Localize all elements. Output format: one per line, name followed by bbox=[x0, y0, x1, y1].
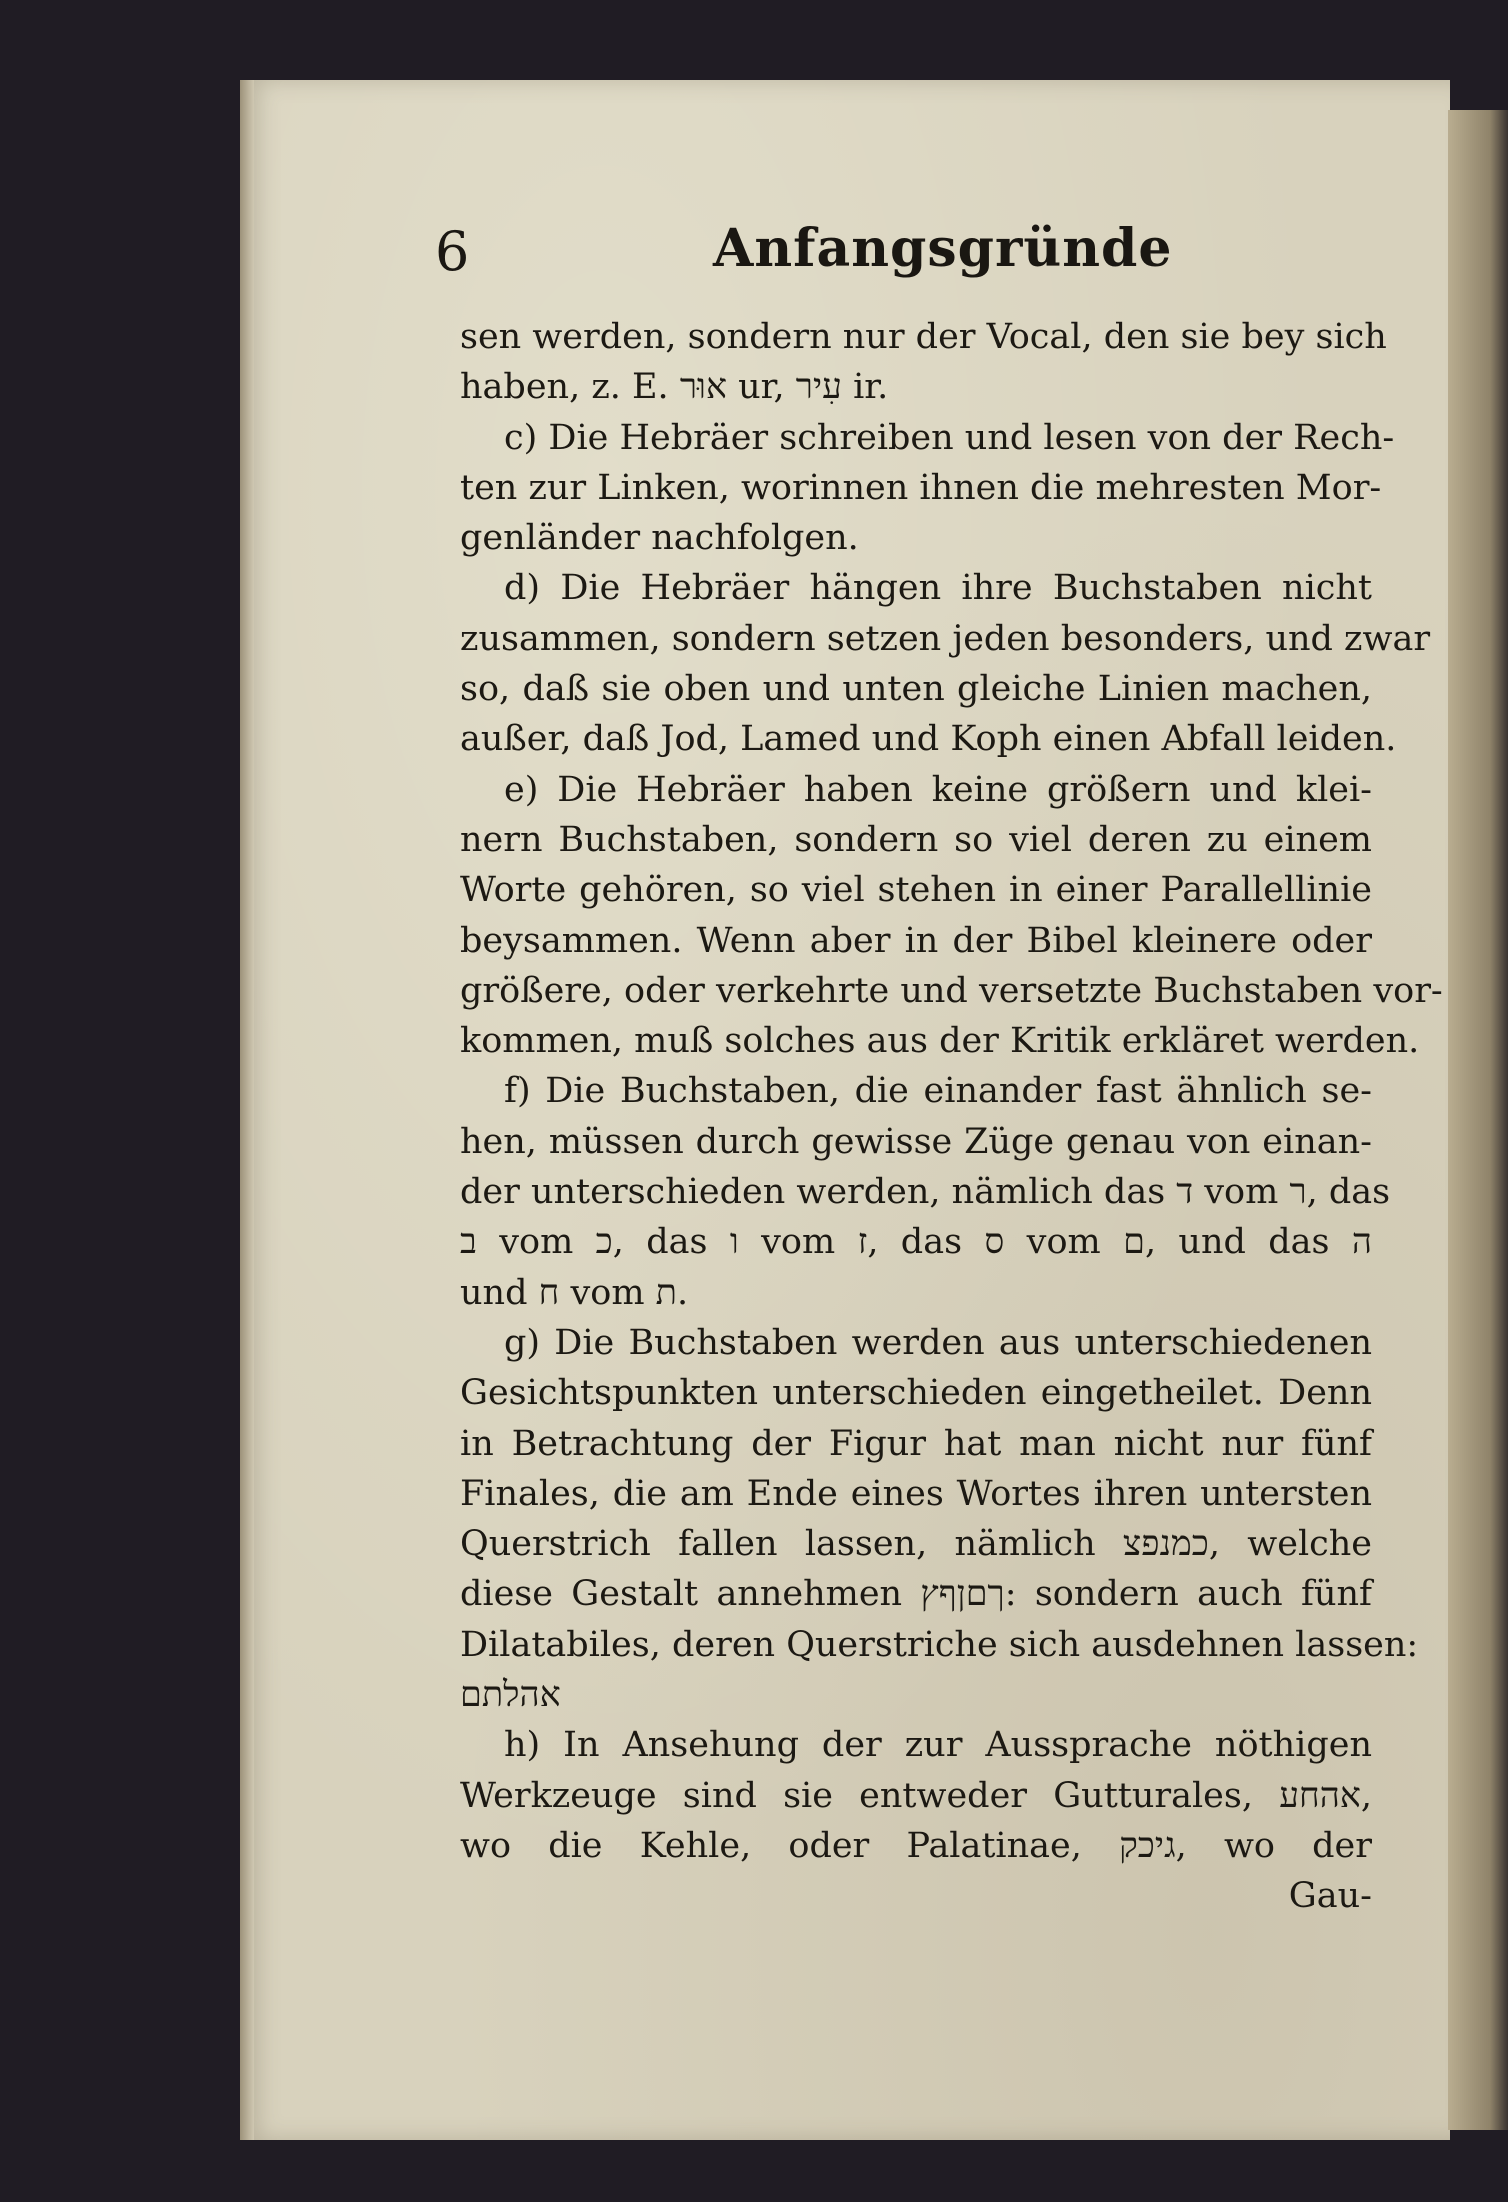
text-line: nern Buchstaben, sondern so viel deren zu einem bbox=[460, 819, 1372, 860]
text-line: und ח vom ת. bbox=[460, 1272, 689, 1313]
text-line: Finales, die am Ende eines Wortes ihren untersten bbox=[460, 1473, 1372, 1514]
text-line: kommen, muß solches aus der Kritik erkläret werden. bbox=[460, 1021, 1420, 1062]
text-line: größere, oder verkehrte und versetzte Buchstaben vor- bbox=[460, 970, 1443, 1011]
text-line: h) In Ansehung der zur Aussprache nöthigen bbox=[504, 1725, 1372, 1766]
text-line: Dilatabiles, deren Querstriche sich ausdehnen lassen: bbox=[460, 1624, 1419, 1665]
text-line: Werkzeuge sind sie entweder Gutturales, אהחע, bbox=[460, 1775, 1372, 1816]
running-title: Anfangsgründe bbox=[713, 218, 1173, 279]
text-line: haben, z. E. אוּר ur, עִיר ir. bbox=[460, 367, 889, 408]
page-gutter bbox=[240, 80, 254, 2140]
text-line: g) Die Buchstaben werden aus unterschiedenen bbox=[504, 1322, 1372, 1363]
text-line: hen, müssen durch gewisse Züge genau von einan- bbox=[460, 1121, 1372, 1162]
text-line: ten zur Linken, worinnen ihnen die mehresten Mor- bbox=[460, 467, 1382, 508]
text-line: in Betrachtung der Figur hat man nicht nur fünf bbox=[460, 1423, 1372, 1464]
text-line: der unterschieden werden, nämlich das ד vom ר, das bbox=[460, 1172, 1391, 1213]
text-line: genländer nachfolgen. bbox=[460, 518, 859, 559]
text-line: sen werden, sondern nur der Vocal, den sie bey sich bbox=[460, 317, 1387, 357]
text-line: c) Die Hebräer schreiben und lesen von der Rech- bbox=[504, 417, 1395, 458]
text-line: beysammen. Wenn aber in der Bibel kleinere oder bbox=[460, 920, 1372, 961]
text-line: d) Die Hebräer hängen ihre Buchstaben nicht bbox=[504, 568, 1372, 609]
text-line: אהלתם bbox=[460, 1675, 561, 1716]
text-line: ב vom כ, das ו vom ז, das ס vom ם, und das ה bbox=[460, 1222, 1373, 1263]
text-line: diese Gestalt annehmen ךםןףץ: sondern auch fünf bbox=[460, 1574, 1372, 1615]
text-line: wo die Kehle, oder Palatinae, גיכק, wo der bbox=[460, 1825, 1372, 1866]
page-header bbox=[435, 220, 1435, 290]
text-line: zusammen, sondern setzen jeden besonders, und zwar bbox=[460, 618, 1431, 659]
text-line: Worte gehören, so viel stehen in einer Parallellinie bbox=[460, 870, 1372, 911]
text-line: e) Die Hebräer haben keine größern und klei- bbox=[504, 769, 1372, 810]
text-line: außer, daß Jod, Lamed und Koph einen Abfall leiden. bbox=[460, 719, 1397, 760]
catchword: Gau- bbox=[1288, 1876, 1372, 1917]
page-number: 6 bbox=[435, 220, 470, 283]
text-line: Querstrich fallen lassen, nämlich כמנפצ, welche bbox=[460, 1524, 1372, 1565]
text-line: f) Die Buchstaben, die einander fast ähnlich se- bbox=[504, 1071, 1372, 1112]
body-text bbox=[460, 312, 1443, 1922]
text-line: so, daß sie oben und unten gleiche Linien machen, bbox=[460, 669, 1372, 710]
text-line: Gesichtspunkten unterschieden eingetheilet. Denn bbox=[460, 1373, 1372, 1414]
page-edge bbox=[1448, 110, 1508, 2130]
